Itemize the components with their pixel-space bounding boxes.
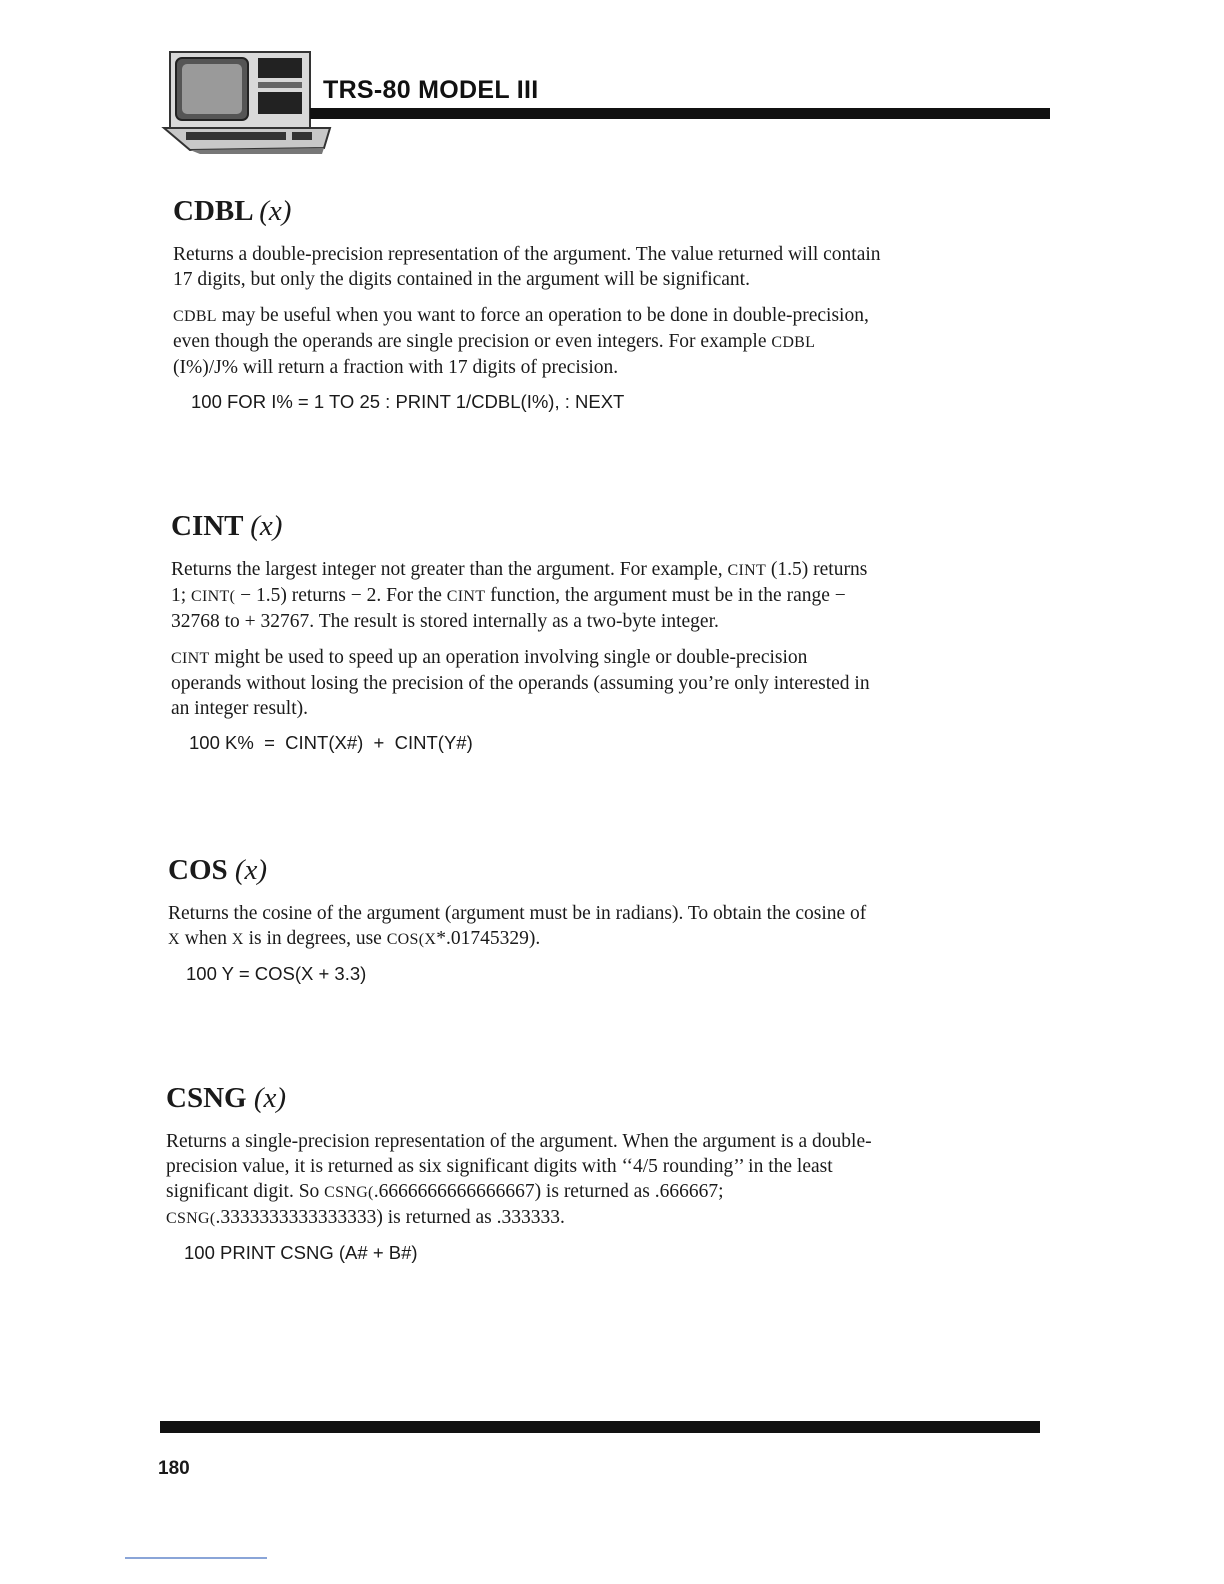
text-run: .3333333333333333) is returned as .333333.	[215, 1206, 565, 1228]
entry-cint	[171, 511, 881, 754]
text-run: Returns a single-precision representation of the argument. When the argument is a double-precision value, it is returned as six significant digits with ‘‘4/5 rounding’’ in the least significant digit. So	[166, 1130, 872, 1202]
text-run: may be useful when you want to force an operation to be done in double-precision, even though the operands are single precision or even integers. For example	[173, 304, 869, 352]
function-argument: (x)	[250, 510, 283, 542]
keyword: CINT(	[191, 587, 236, 605]
header-title: TRS-80 MODEL III	[323, 76, 539, 104]
page-number: 180	[158, 1458, 190, 1479]
entry-title	[171, 511, 881, 543]
header-rule	[310, 108, 1050, 119]
keyword: CINT	[727, 561, 767, 579]
usage-paragraph	[171, 645, 881, 721]
keyword: CSNG(	[324, 1183, 374, 1201]
text-run: when	[179, 927, 232, 949]
keyword: X	[168, 930, 180, 948]
code-example: 100 Y = COS(X + 3.3)	[186, 962, 367, 984]
keyword: CDBL	[173, 307, 217, 325]
keyword: CINT	[171, 649, 210, 667]
text-run: (1.5) returns 1;	[171, 558, 868, 606]
text-run: .6666666666666667) is returned as .666667;	[373, 1180, 724, 1202]
text-run: *.01745329).	[436, 927, 541, 949]
entry-title	[166, 1083, 876, 1115]
code-example: 100 PRINT CSNG (A# + B#)	[184, 1241, 418, 1263]
function-name: CSNG	[166, 1082, 247, 1114]
description-paragraph	[168, 901, 878, 952]
description-paragraph: Returns a double-precision representation of the argument. The value returned will contain 17 digits, but only the digits contained in the argument will be significant.	[173, 243, 881, 290]
entry-cdbl	[173, 196, 883, 413]
entry-csng	[166, 1083, 876, 1264]
keyword: CINT	[446, 587, 486, 605]
text-run: Returns the largest integer not greater than the argument. For example,	[171, 558, 728, 580]
usage-paragraph	[173, 303, 883, 380]
text-run: is in degrees, use	[243, 927, 387, 949]
text-run: Returns the cosine of the argument (argument must be in radians). To obtain the cosine of	[168, 902, 867, 924]
code-example: 100 K% = CINT(X#) + CINT(Y#)	[189, 731, 473, 753]
description-paragraph	[166, 1129, 876, 1231]
text-run: (I%)/J% will return a fraction with 17 digits of precision.	[173, 356, 619, 378]
keyword: CDBL	[771, 333, 816, 351]
function-name: COS	[168, 854, 228, 886]
function-name: CINT	[171, 510, 243, 542]
function-argument: (x)	[253, 1082, 287, 1114]
function-name: CDBL	[173, 195, 252, 227]
keyword: COS(X	[386, 930, 437, 948]
entry-title	[168, 855, 878, 887]
text-run: − 1.5) returns − 2. For the	[235, 584, 447, 606]
footer-rule	[160, 1421, 1040, 1433]
entry-cos	[168, 855, 878, 985]
keyword: X	[231, 930, 244, 948]
description-paragraph	[171, 557, 881, 634]
computer-terminal-icon	[160, 48, 332, 156]
text-run: function, the argument must be in the range − 32768 to + 32767. The result is stored internally as a two-byte integer.	[171, 584, 846, 632]
function-argument: (x)	[234, 854, 268, 886]
code-example: 100 FOR I% = 1 TO 25 : PRINT 1/CDBL(I%), : NEXT	[191, 390, 625, 412]
text-run: might be used to speed up an operation involving single or double-precision operands without losing the precision of the operands (assuming you’re only interested in an integer result).	[171, 646, 870, 719]
bottom-divider	[125, 1557, 267, 1559]
entry-title	[173, 196, 883, 228]
function-argument: (x)	[259, 195, 292, 227]
keyword: CSNG(	[166, 1209, 216, 1227]
page-header	[160, 48, 1050, 158]
